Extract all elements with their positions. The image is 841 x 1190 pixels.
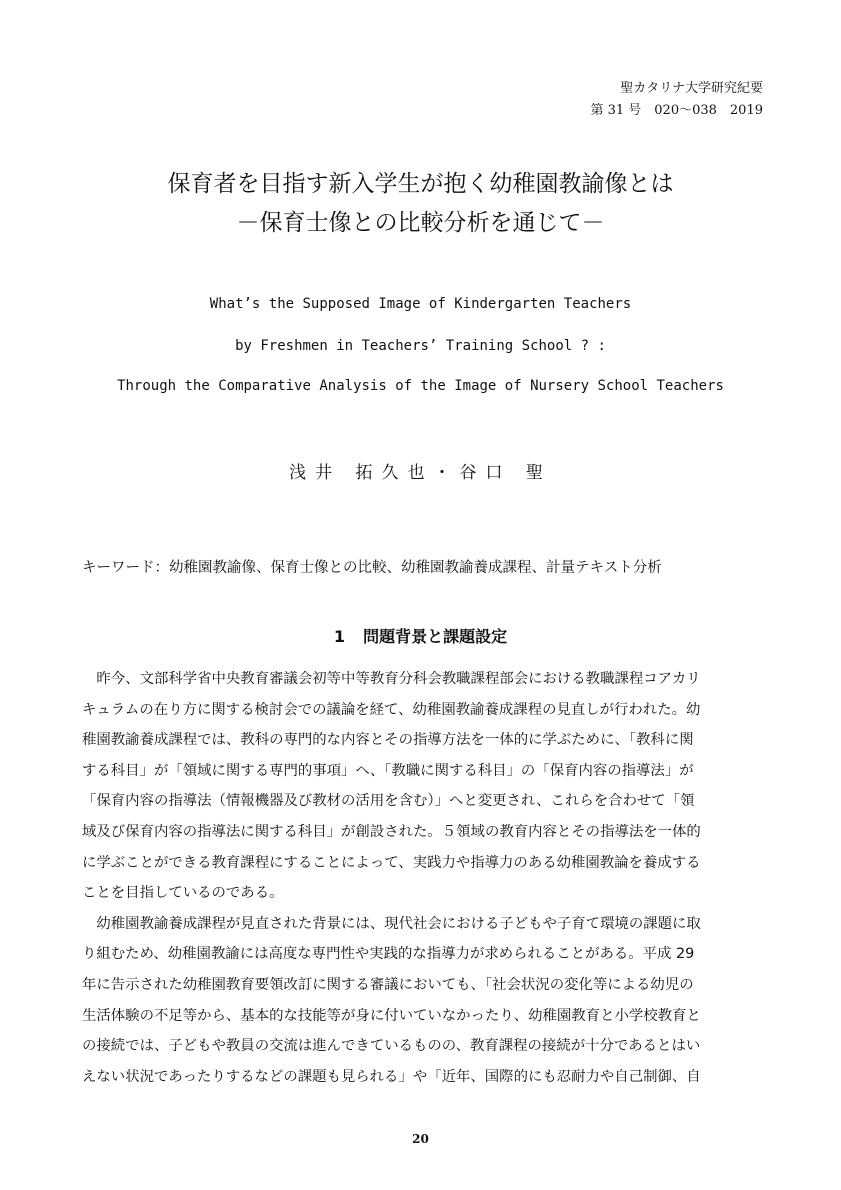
journal-name: 聖カタリナ大学研究紀要 <box>620 81 763 96</box>
body-line: 年に告示された幼稚園教育要領改訂に関する審議においても、「社会状況の変化等による幼児の <box>82 976 694 993</box>
body-line: する科目」が「領域に関する専門的事項」へ、「教職に関する科目」の「保育内容の指導法」が <box>82 762 694 779</box>
keywords: キーワード：幼稚園教諭像、保育士像との比較、幼稚園教諭養成課程、計量テキスト分析 <box>82 560 662 576</box>
title-en-line1: What’s the Supposed Image of Kindergarten Teachers <box>209 296 632 312</box>
title-ja-line1: 保育者を目指す新入学生が抱く幼稚園教諭像とは <box>167 171 674 197</box>
body-line: ことを目指しているのである。 <box>82 885 284 902</box>
journal-header <box>590 78 763 122</box>
body-line: 幼稚園教諭養成課程が見直された背景には、現代社会における子どもや子育て環境の課題に取 <box>82 915 701 932</box>
journal-issue: 第 31 号 020～038 2019 <box>590 103 763 118</box>
section-title: 問題背景と課題設定 <box>363 627 508 646</box>
body-text <box>82 664 762 1092</box>
body-line: 「保育内容の指導法（情報機器及び教材の活用を含む）」へと変更され、これらを合わせて「領 <box>82 793 695 810</box>
authors: 浅井 拓久也・谷口 聖 <box>289 463 552 483</box>
body-line: の接続では、子どもや教員の交流は進んできているものの、教育課程の接続が十分であるとはい <box>82 1038 701 1055</box>
section-heading <box>0 624 841 647</box>
body-line: り組むため、幼稚園教諭には高度な専門性や実践的な指導力が求められることがある。平成 29 <box>82 946 695 963</box>
body-line: 稚園教諭養成課程では、教科の専門的な内容とその指導方法を一体的に学ぶために、「教科に関 <box>82 732 694 749</box>
body-line: キュラムの在り方に関する検討会での議論を経て、幼稚園教諭養成課程の見直しが行われた。幼 <box>82 701 701 718</box>
body-line: 昨今、文部科学省中央教育審議会初等中等教育分科会教職課程部会における教職課程コアカリ <box>82 671 701 687</box>
title-en-line3: Through the Comparative Analysis of the Image of Nursery School Teachers <box>117 378 724 394</box>
page-number: 20 <box>412 1132 429 1146</box>
body-line: 域及び保育内容の指導法に関する科目」が創設された。５領域の教育内容とその指導法を一体的 <box>82 823 701 840</box>
title-en-line2: by Freshmen in Teachers’ Training School ? : <box>235 338 606 354</box>
body-line: えない状況であったりするなどの課題も見られる」や「近年、国際的にも忍耐力や自己制御、自 <box>82 1068 701 1085</box>
body-line: に学ぶことができる教育課程にすることによって、実践力や指導力のある幼稚園教論を養成する <box>82 854 701 871</box>
title-ja-subtitle: －保育士像との比較分析を通じて－ <box>236 210 605 236</box>
section-number: 1 <box>333 627 346 646</box>
body-line: 生活体験の不足等から、基本的な技能等が身に付いていなかったり、幼稚園教育と小学校教育と <box>82 1007 701 1024</box>
